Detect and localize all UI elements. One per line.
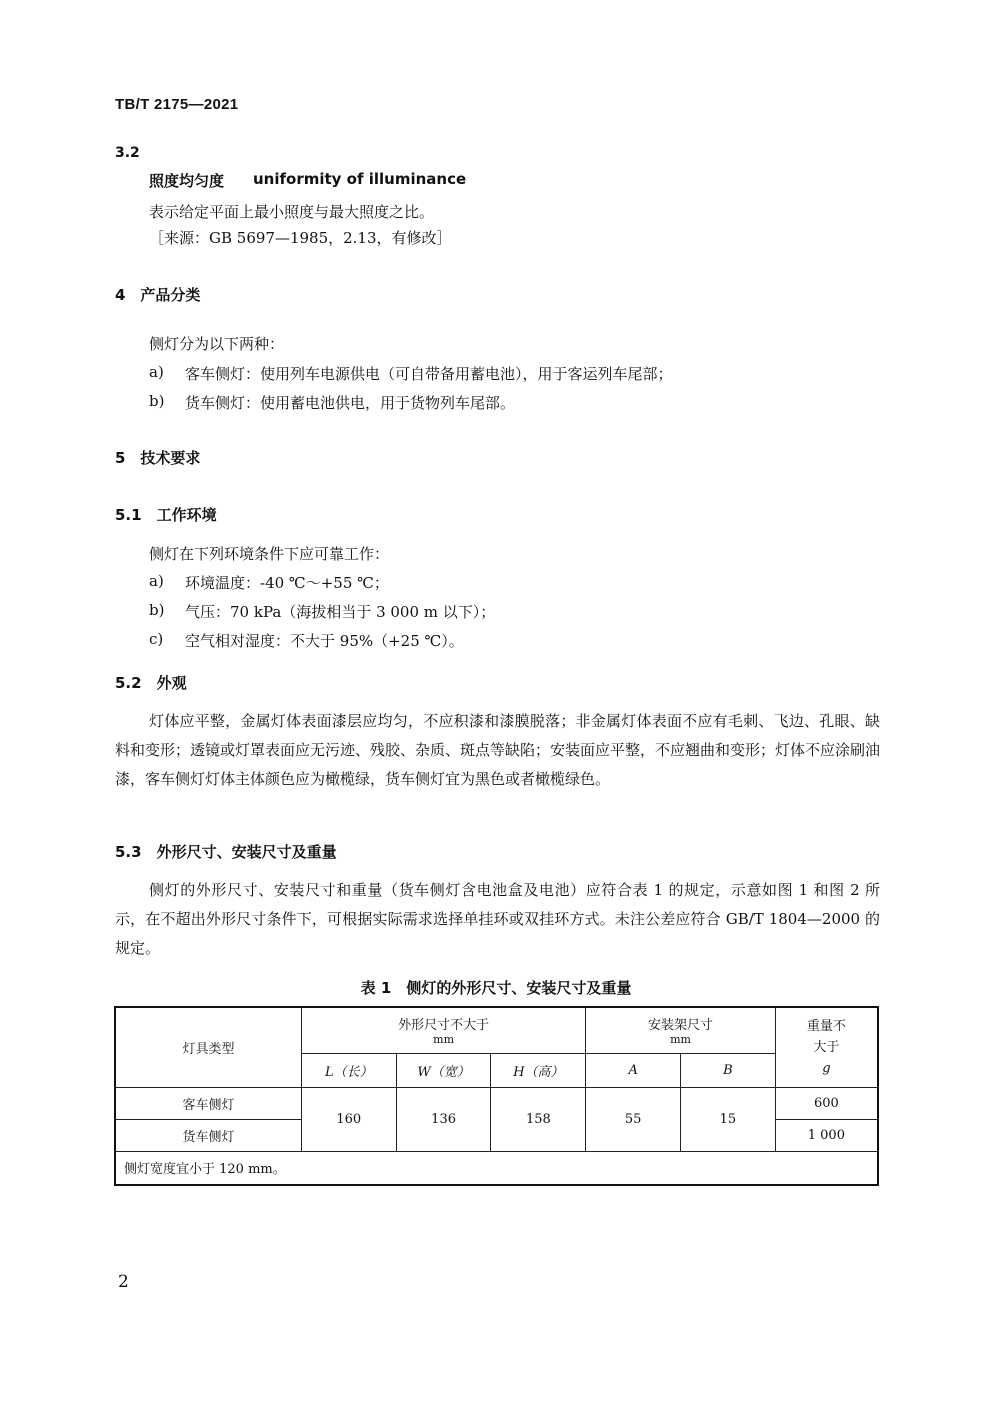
term-en: uniformity of illuminance [253, 170, 467, 188]
header-outer-unit: mm [433, 1033, 455, 1047]
header-b: B [681, 1053, 776, 1087]
list-item-marker: c) [149, 630, 164, 648]
term-zh: 照度均匀度 [149, 172, 225, 190]
document-id: TB/T 2175—2021 [115, 96, 239, 113]
section-5-1-intro: 侧灯在下列环境条件下应可靠工作： [149, 545, 390, 563]
list-item-marker: b) [149, 601, 165, 619]
header-weight-line2: 大于 [813, 1039, 840, 1055]
list-item-marker: a) [149, 572, 164, 590]
table-note: 侧灯宽度宜小于 120 mm。 [115, 1151, 878, 1185]
row-weight: 600 [775, 1087, 878, 1119]
header-mount-unit: mm [670, 1033, 691, 1047]
section-4-title: 4 产品分类 [115, 286, 201, 304]
cell-a: 55 [586, 1087, 681, 1151]
header-a: A [586, 1053, 681, 1087]
list-item-text: 空气相对湿度：不大于 95%（+25 ℃）。 [185, 632, 464, 650]
list-item-text: 环境温度：-40 ℃～+55 ℃； [185, 574, 389, 592]
table-caption: 表 1 侧灯的外形尺寸、安装尺寸及重量 [360, 979, 632, 997]
section-3-2-number: 3.2 [115, 145, 140, 161]
cell-length: 160 [301, 1087, 396, 1151]
section-5-2-body: 灯体应平整，金属灯体表面漆层应均匀，不应积漆和漆膜脱落；非金属灯体表面不应有毛刺、飞边、孔眼、缺料和变形；透镜或灯罩表面应无污迹、残胶、杂质、斑点等缺陷；安装面应平整，不应翘曲和变形；灯体不应涂刷油漆，客车侧灯灯体主体颜色应为橄榄绿，货车侧灯宜为黑色或者橄榄绿色。 [115, 712, 881, 788]
header-weight-unit: g [822, 1060, 831, 1076]
table-row [115, 1087, 878, 1119]
dimensions-table [114, 1006, 879, 1186]
row-lamp-type: 货车侧灯 [115, 1119, 301, 1151]
header-length: L（长） [301, 1053, 396, 1087]
header-outer-dimensions [301, 1007, 585, 1053]
section-5-3-body: 侧灯的外形尺寸、安装尺寸和重量（货车侧灯含电池盒及电池）应符合表 1 的规定，示意如图 1 和图 2 所示，在不超出外形尺寸条件下，可根据实际需求选择单挂环或双挂环方式。未注公差应符合 GB/T 1804—2000 的规定。 [115, 881, 880, 957]
header-mount-label: 安装架尺寸 [647, 1018, 713, 1034]
term-definition: 表示给定平面上最小照度与最大照度之比。 [149, 203, 435, 221]
section-5-title: 5 技术要求 [115, 449, 201, 467]
cell-b: 15 [681, 1087, 776, 1151]
row-lamp-type: 客车侧灯 [115, 1087, 301, 1119]
header-lamp-type: 灯具类型 [115, 1007, 301, 1087]
section-5-1-title: 5.1 工作环境 [115, 506, 217, 524]
row-weight: 1 000 [775, 1119, 878, 1151]
list-item-text: 货车侧灯：使用蓄电池供电，用于货物列车尾部。 [185, 394, 516, 412]
header-weight-line1: 重量不 [806, 1018, 846, 1034]
cell-width: 136 [396, 1087, 491, 1151]
header-weight [775, 1007, 878, 1087]
section-5-3-title: 5.3 外形尺寸、安装尺寸及重量 [115, 843, 337, 861]
cell-height: 158 [491, 1087, 586, 1151]
section-5-2-title: 5.2 外观 [115, 674, 187, 692]
list-item-marker: a) [149, 363, 164, 381]
header-outer-label: 外形尺寸不大于 [398, 1018, 490, 1034]
header-mount-dimensions [586, 1007, 775, 1053]
page-number: 2 [118, 1272, 129, 1292]
term-source: ［来源：GB 5697—1985，2.13，有修改］ [149, 229, 452, 247]
header-width: W（宽） [396, 1053, 491, 1087]
header-height: H（高） [491, 1053, 586, 1087]
list-item-text: 气压：70 kPa（海拔相当于 3 000 m 以下）； [185, 603, 496, 621]
section-4-intro: 侧灯分为以下两种： [149, 335, 285, 353]
list-item-marker: b) [149, 392, 165, 410]
list-item-text: 客车侧灯：使用列车电源供电（可自带备用蓄电池），用于客运列车尾部； [185, 365, 673, 383]
